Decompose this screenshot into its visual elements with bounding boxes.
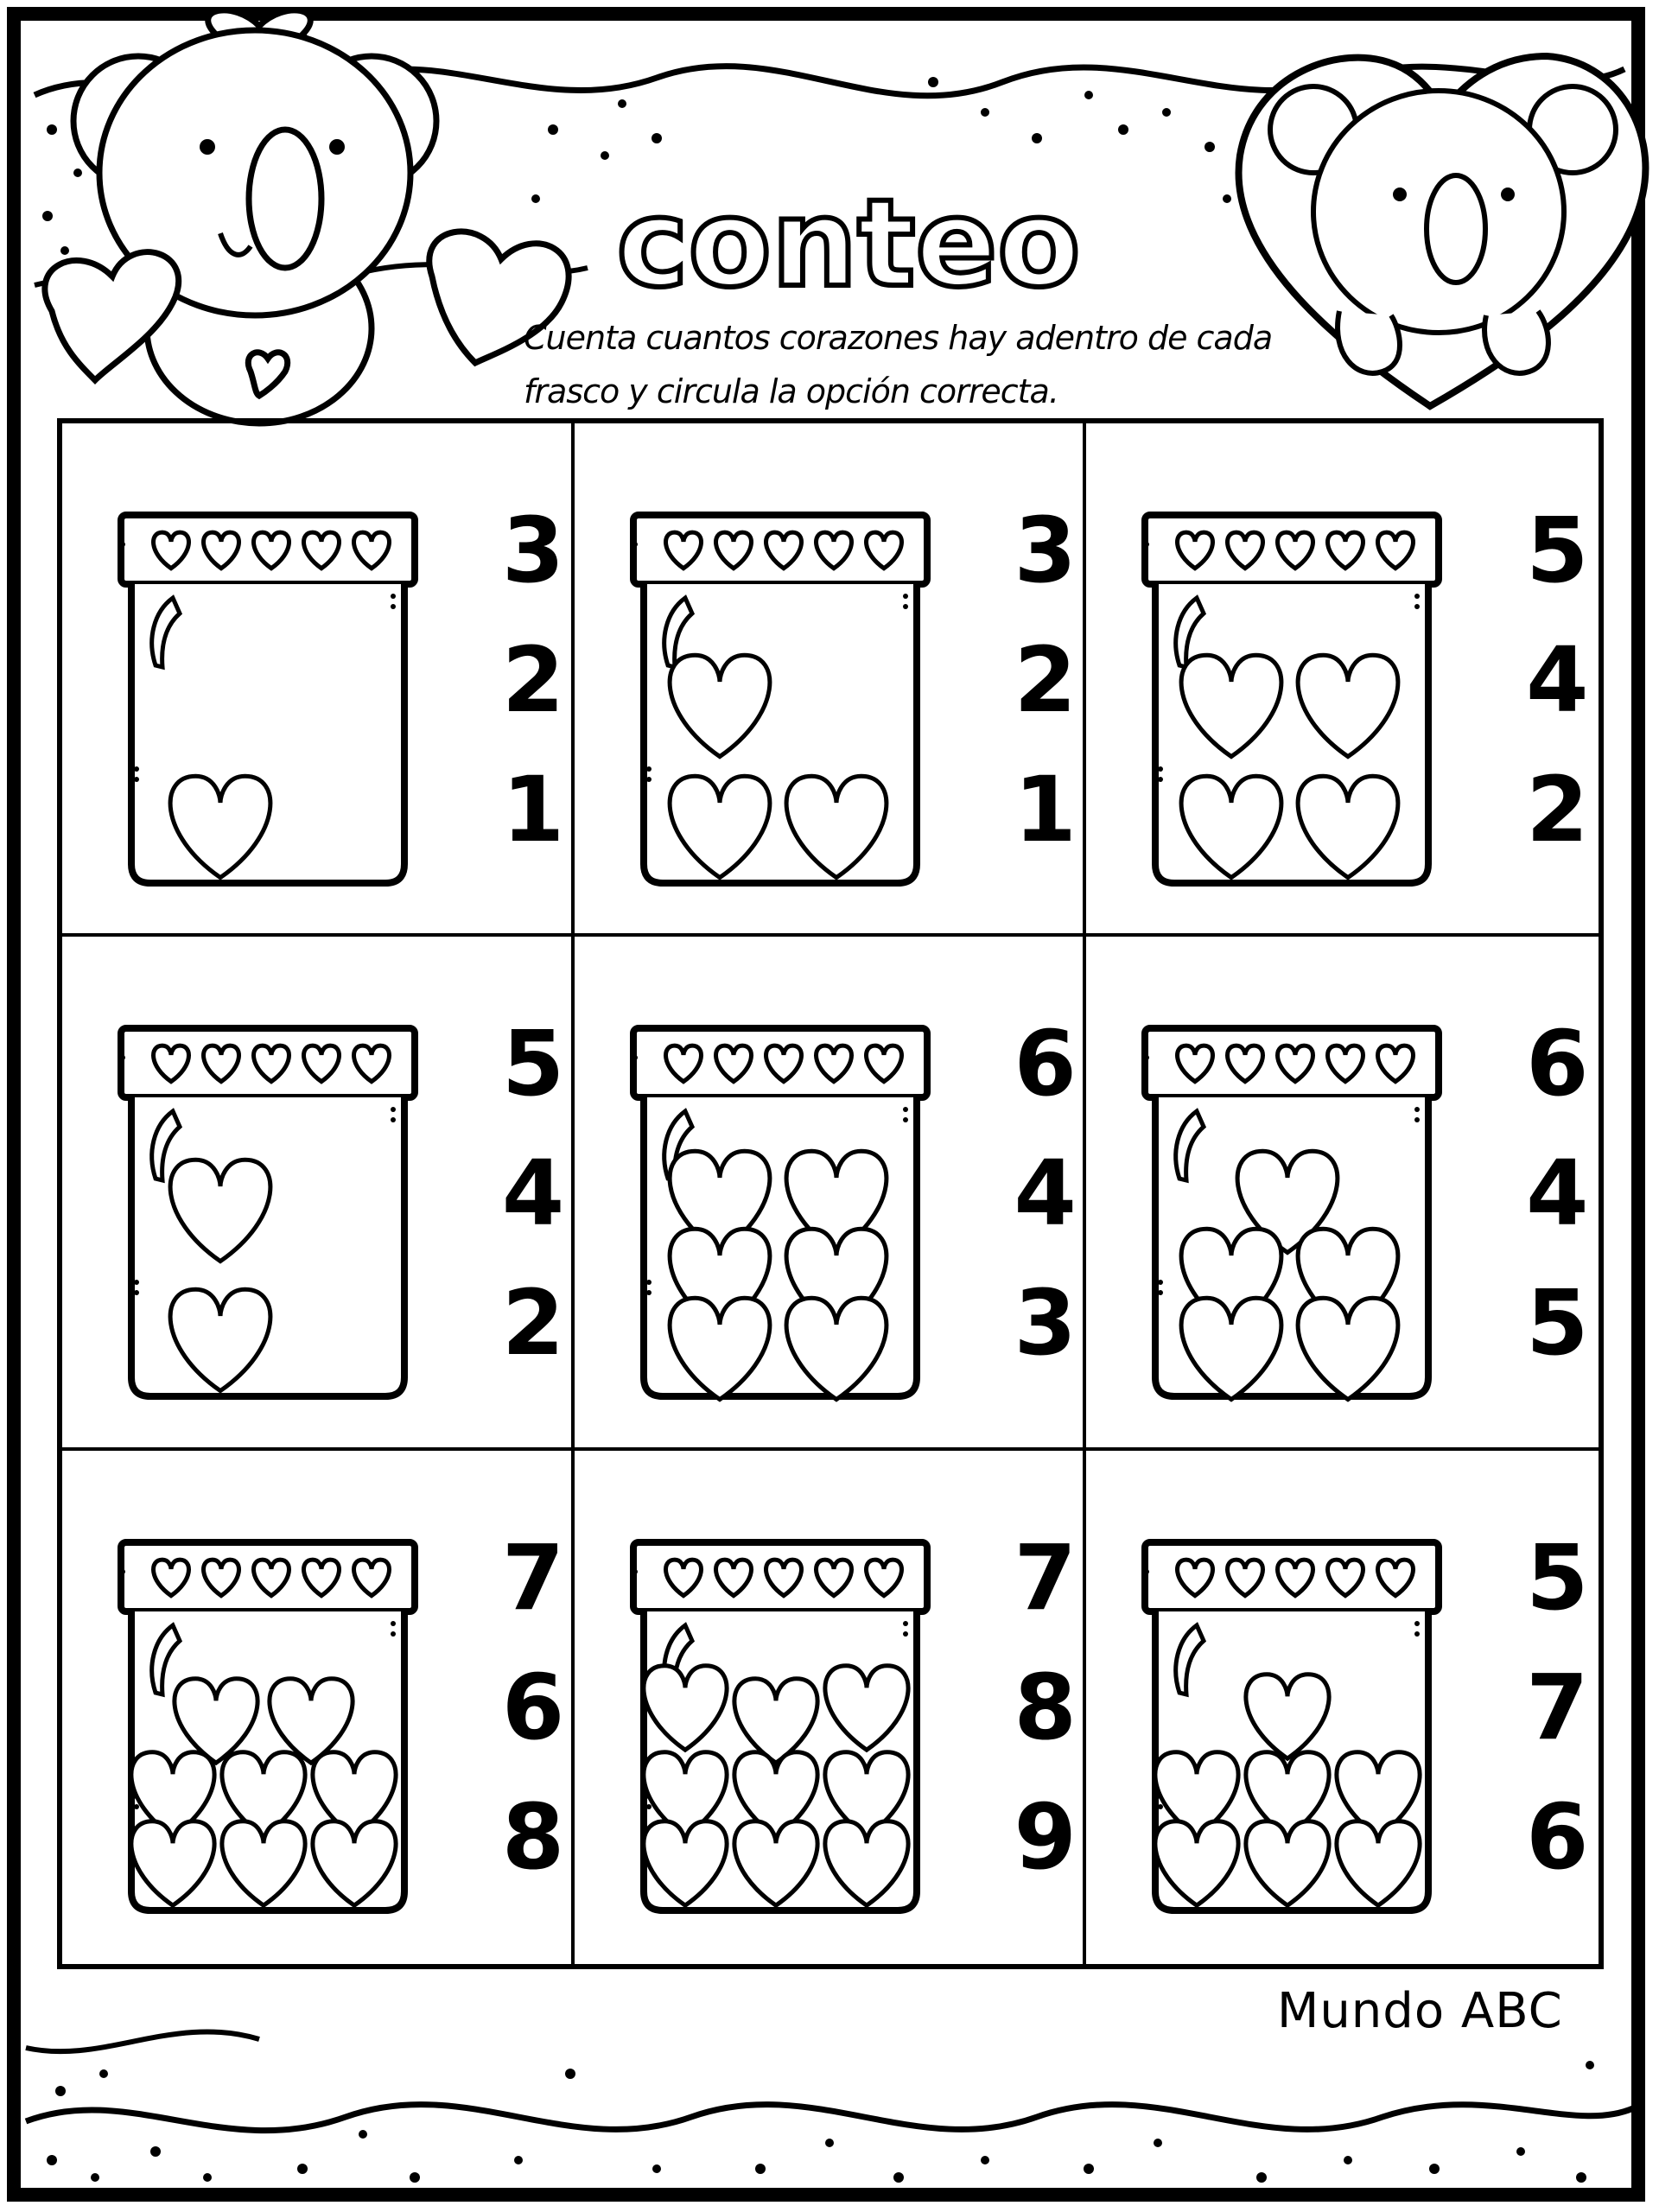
jar-dot (120, 1055, 125, 1060)
bottom-wave (26, 2105, 1633, 2131)
jar-dot (646, 777, 652, 782)
jar-dot (903, 1631, 908, 1637)
exercise-cell (1086, 1451, 1599, 1964)
jar-dot (646, 1290, 652, 1295)
answer-option[interactable]: 3 (1014, 1270, 1077, 1376)
answer-option[interactable]: 6 (1526, 1011, 1589, 1117)
jar-dot (632, 1569, 638, 1574)
answer-options (1510, 1524, 1605, 1910)
answer-option[interactable]: 4 (1014, 1141, 1077, 1247)
exercise-cell (575, 937, 1087, 1450)
jar-dot (391, 1631, 396, 1637)
answer-option[interactable]: 5 (1526, 498, 1589, 603)
answer-option[interactable]: 2 (1014, 627, 1077, 733)
answer-option[interactable]: 8 (501, 1783, 565, 1890)
answer-options (1510, 498, 1605, 883)
jar-dot (903, 594, 908, 599)
jar-dot (120, 1569, 125, 1574)
jar-dot (134, 1804, 139, 1809)
answer-options (998, 1011, 1093, 1396)
jar-dot (391, 1117, 396, 1122)
jar-dot (1414, 594, 1420, 599)
answer-option[interactable]: 7 (1014, 1524, 1077, 1630)
instructions-line-2: frasco y circula la opción correcta. (524, 372, 1058, 410)
jar-icon (1136, 1537, 1447, 1917)
jar-body (131, 1097, 404, 1396)
instructions (524, 311, 1301, 418)
answer-options (486, 1011, 581, 1396)
jar-dot (1414, 1107, 1420, 1112)
jar-icon (625, 510, 936, 890)
jar-dot (1414, 604, 1420, 609)
jar-dot (903, 1621, 908, 1626)
jar-dot (1158, 777, 1163, 782)
jar-dot (1144, 1569, 1149, 1574)
jar-dot (1158, 1290, 1163, 1295)
exercise-grid (57, 418, 1604, 1969)
answer-option[interactable]: 6 (1526, 1783, 1589, 1890)
jar-dot (1144, 1055, 1149, 1060)
exercise-cell (1086, 937, 1599, 1450)
exercise-cell (575, 423, 1087, 937)
jar-dot (646, 1804, 652, 1809)
jar-body (131, 584, 404, 883)
answer-option[interactable]: 9 (1014, 1783, 1077, 1890)
title-text: conteo (616, 177, 1081, 315)
jar-dot (1414, 1621, 1420, 1626)
exercise-cell (62, 937, 575, 1450)
jar-icon (112, 1537, 423, 1917)
koala-icon (45, 10, 569, 423)
jar-dot (134, 777, 139, 782)
exercise-cell (62, 423, 575, 937)
koala-icon (1270, 86, 1616, 373)
jar-dot (646, 1280, 652, 1285)
answer-option[interactable]: 1 (1014, 757, 1077, 862)
answer-option[interactable]: 1 (501, 757, 565, 862)
jar-dot (134, 1290, 139, 1295)
jar-dot (391, 594, 396, 599)
answer-option[interactable]: 4 (501, 1141, 565, 1247)
answer-option[interactable]: 2 (501, 1270, 565, 1376)
jar-dot (903, 1107, 908, 1112)
jar-icon (112, 510, 423, 890)
brand-signature: Mundo ABC (1277, 1983, 1563, 2039)
title-heading (581, 177, 1116, 315)
jar-dot (1158, 766, 1163, 772)
jar-icon (625, 1537, 936, 1917)
jar-dot (1144, 542, 1149, 547)
jar-dot (391, 1107, 396, 1112)
instructions-line-1: Cuenta cuantos corazones hay adentro de cada (524, 319, 1273, 357)
exercise-cell (1086, 423, 1599, 937)
answer-option[interactable]: 7 (1526, 1654, 1589, 1760)
jar-dot (134, 1280, 139, 1285)
jar-dot (120, 542, 125, 547)
jar-dot (391, 1621, 396, 1626)
jar-dot (903, 604, 908, 609)
answer-option[interactable]: 2 (1526, 757, 1589, 862)
answer-option[interactable]: 8 (1014, 1654, 1077, 1760)
exercise-cell (575, 1451, 1087, 1964)
exercise-cell (62, 1451, 575, 1964)
answer-option[interactable]: 5 (1526, 1270, 1589, 1376)
jar-dot (391, 604, 396, 609)
jar-icon (1136, 1023, 1447, 1403)
answer-option[interactable]: 6 (1014, 1011, 1077, 1117)
jar-dot (646, 766, 652, 772)
jar-icon (1136, 510, 1447, 890)
jar-dot (1158, 1280, 1163, 1285)
answer-option[interactable]: 2 (501, 627, 565, 733)
answer-option[interactable]: 3 (501, 498, 565, 603)
jar-dot (632, 542, 638, 547)
jar-dot (1414, 1631, 1420, 1637)
answer-option[interactable]: 5 (501, 1011, 565, 1117)
jar-icon (112, 1023, 423, 1403)
answer-options (1510, 1011, 1605, 1396)
jar-icon (625, 1023, 936, 1403)
jar-dot (1414, 1117, 1420, 1122)
answer-options (998, 1524, 1093, 1910)
jar-dot (1158, 1804, 1163, 1809)
answer-option[interactable]: 4 (1526, 1141, 1589, 1247)
answer-option[interactable]: 4 (1526, 627, 1589, 733)
jar-dot (134, 766, 139, 772)
answer-options (486, 1524, 581, 1910)
answer-options (998, 498, 1093, 883)
answer-option[interactable]: 7 (501, 1524, 565, 1630)
jar-dot (903, 1117, 908, 1122)
answer-option[interactable]: 6 (501, 1654, 565, 1760)
answer-option[interactable]: 5 (1526, 1524, 1589, 1630)
answer-options (486, 498, 581, 883)
jar-dot (632, 1055, 638, 1060)
answer-option[interactable]: 3 (1014, 498, 1077, 603)
